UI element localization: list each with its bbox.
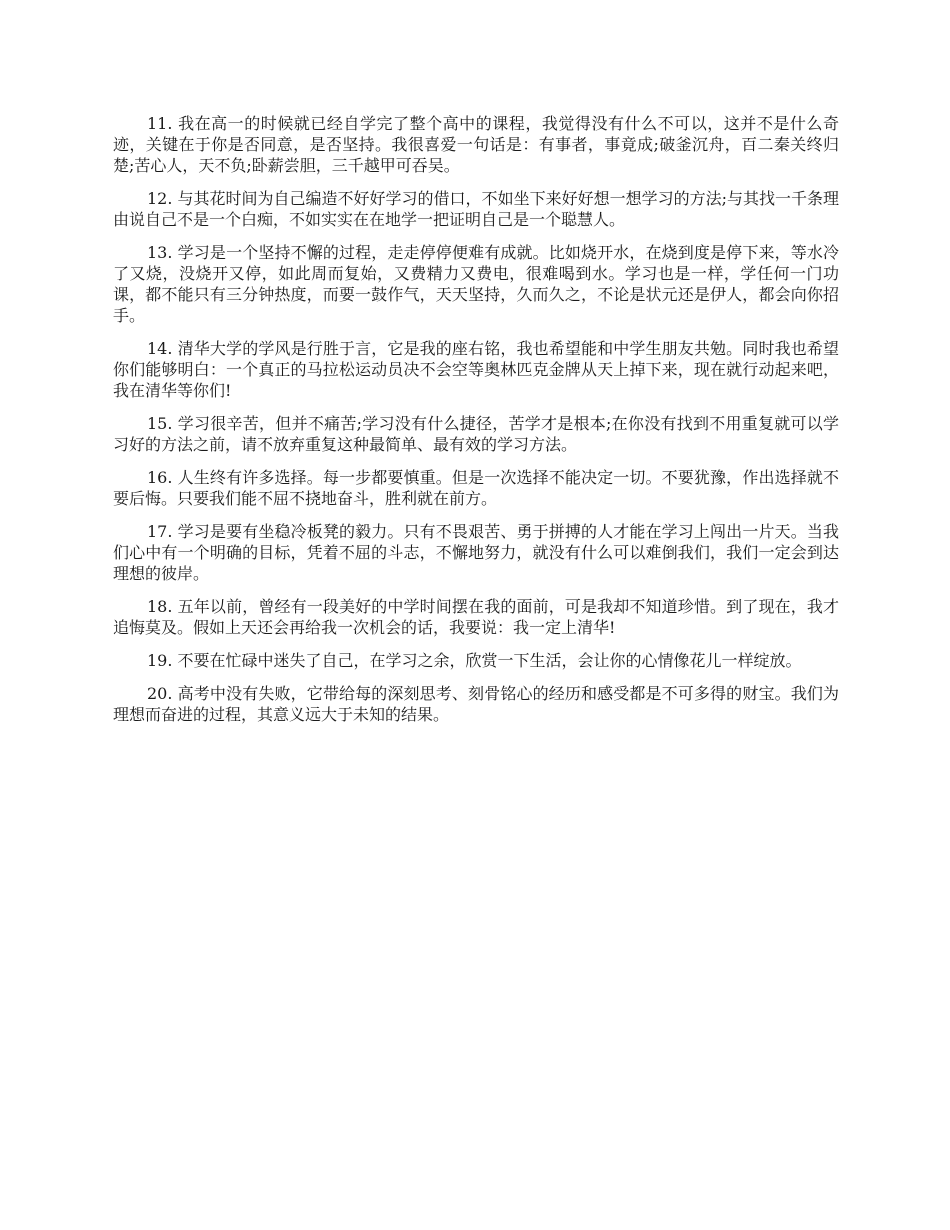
paragraph-15: 15. 学习很辛苦，但并不痛苦;学习没有什么捷径，苦学才是根本;在你没有找到不用重复就可以学习好的方法之前，请不放弃重复这种最简单、最有效的学习方法。 — [113, 414, 839, 454]
paragraph-17: 17. 学习是要有坐稳冷板凳的毅力。只有不畏艰苦、勇于拼搏的人才能在学习上闯出一片天。当我们心中有一个明确的目标，凭着不屈的斗志，不懈地努力，就没有什么可以难倒我们，我们一定会到达理想的彼岸。 — [113, 522, 839, 583]
paragraph-20: 20. 高考中没有失败，它带给每的深刻思考、刻骨铭心的经历和感受都是不可多得的财宝。我们为理想而奋进的过程，其意义远大于未知的结果。 — [113, 684, 839, 724]
paragraph-16: 16. 人生终有许多选择。每一步都要慎重。但是一次选择不能决定一切。不要犹豫，作出选择就不要后悔。只要我们能不屈不挠地奋斗，胜利就在前方。 — [113, 468, 839, 508]
paragraph-19: 19. 不要在忙碌中迷失了自己，在学习之余，欣赏一下生活，会让你的心情像花儿一样绽放。 — [147, 651, 802, 670]
document-body — [113, 113, 839, 737]
paragraph-18: 18. 五年以前，曾经有一段美好的中学时间摆在我的面前，可是我却不知道珍惜。到了现在，我才追悔莫及。假如上天还会再给我一次机会的话，我要说：我一定上清华! — [113, 597, 839, 637]
paragraph-12: 12. 与其花时间为自己编造不好好学习的借口，不如坐下来好好想一想学习的方法;与其找一千条理由说自己不是一个白痴，不如实实在在地学一把证明自己是一个聪慧人。 — [113, 189, 839, 229]
paragraph-14: 14. 清华大学的学风是行胜于言，它是我的座右铭，我也希望能和中学生朋友共勉。同时我也希望你们能够明白：一个真正的马拉松运动员决不会空等奥林匹克金牌从天上掉下来，现在就行动起来吧，我在清华等你们! — [113, 339, 839, 400]
paragraph-11: 11. 我在高一的时候就已经自学完了整个高中的课程，我觉得没有什么不可以，这并不是什么奇迹，关键在于你是否同意，是否坚持。我很喜爱一句话是：有事者，事竟成;破釜沉舟，百二秦关终归楚;苦心人，天不负;卧薪尝胆，三千越甲可吞吴。 — [113, 114, 839, 175]
paragraph-13: 13. 学习是一个坚持不懈的过程，走走停停便难有成就。比如烧开水，在烧到度是停下来，等水冷了又烧，没烧开又停，如此周而复始，又费精力又费电，很难喝到水。学习也是一样，学任何一门功课，都不能只有三分钟热度，而要一鼓作气，天天坚持，久而久之，不论是状元还是伊人，都会向你招手。 — [113, 243, 839, 325]
